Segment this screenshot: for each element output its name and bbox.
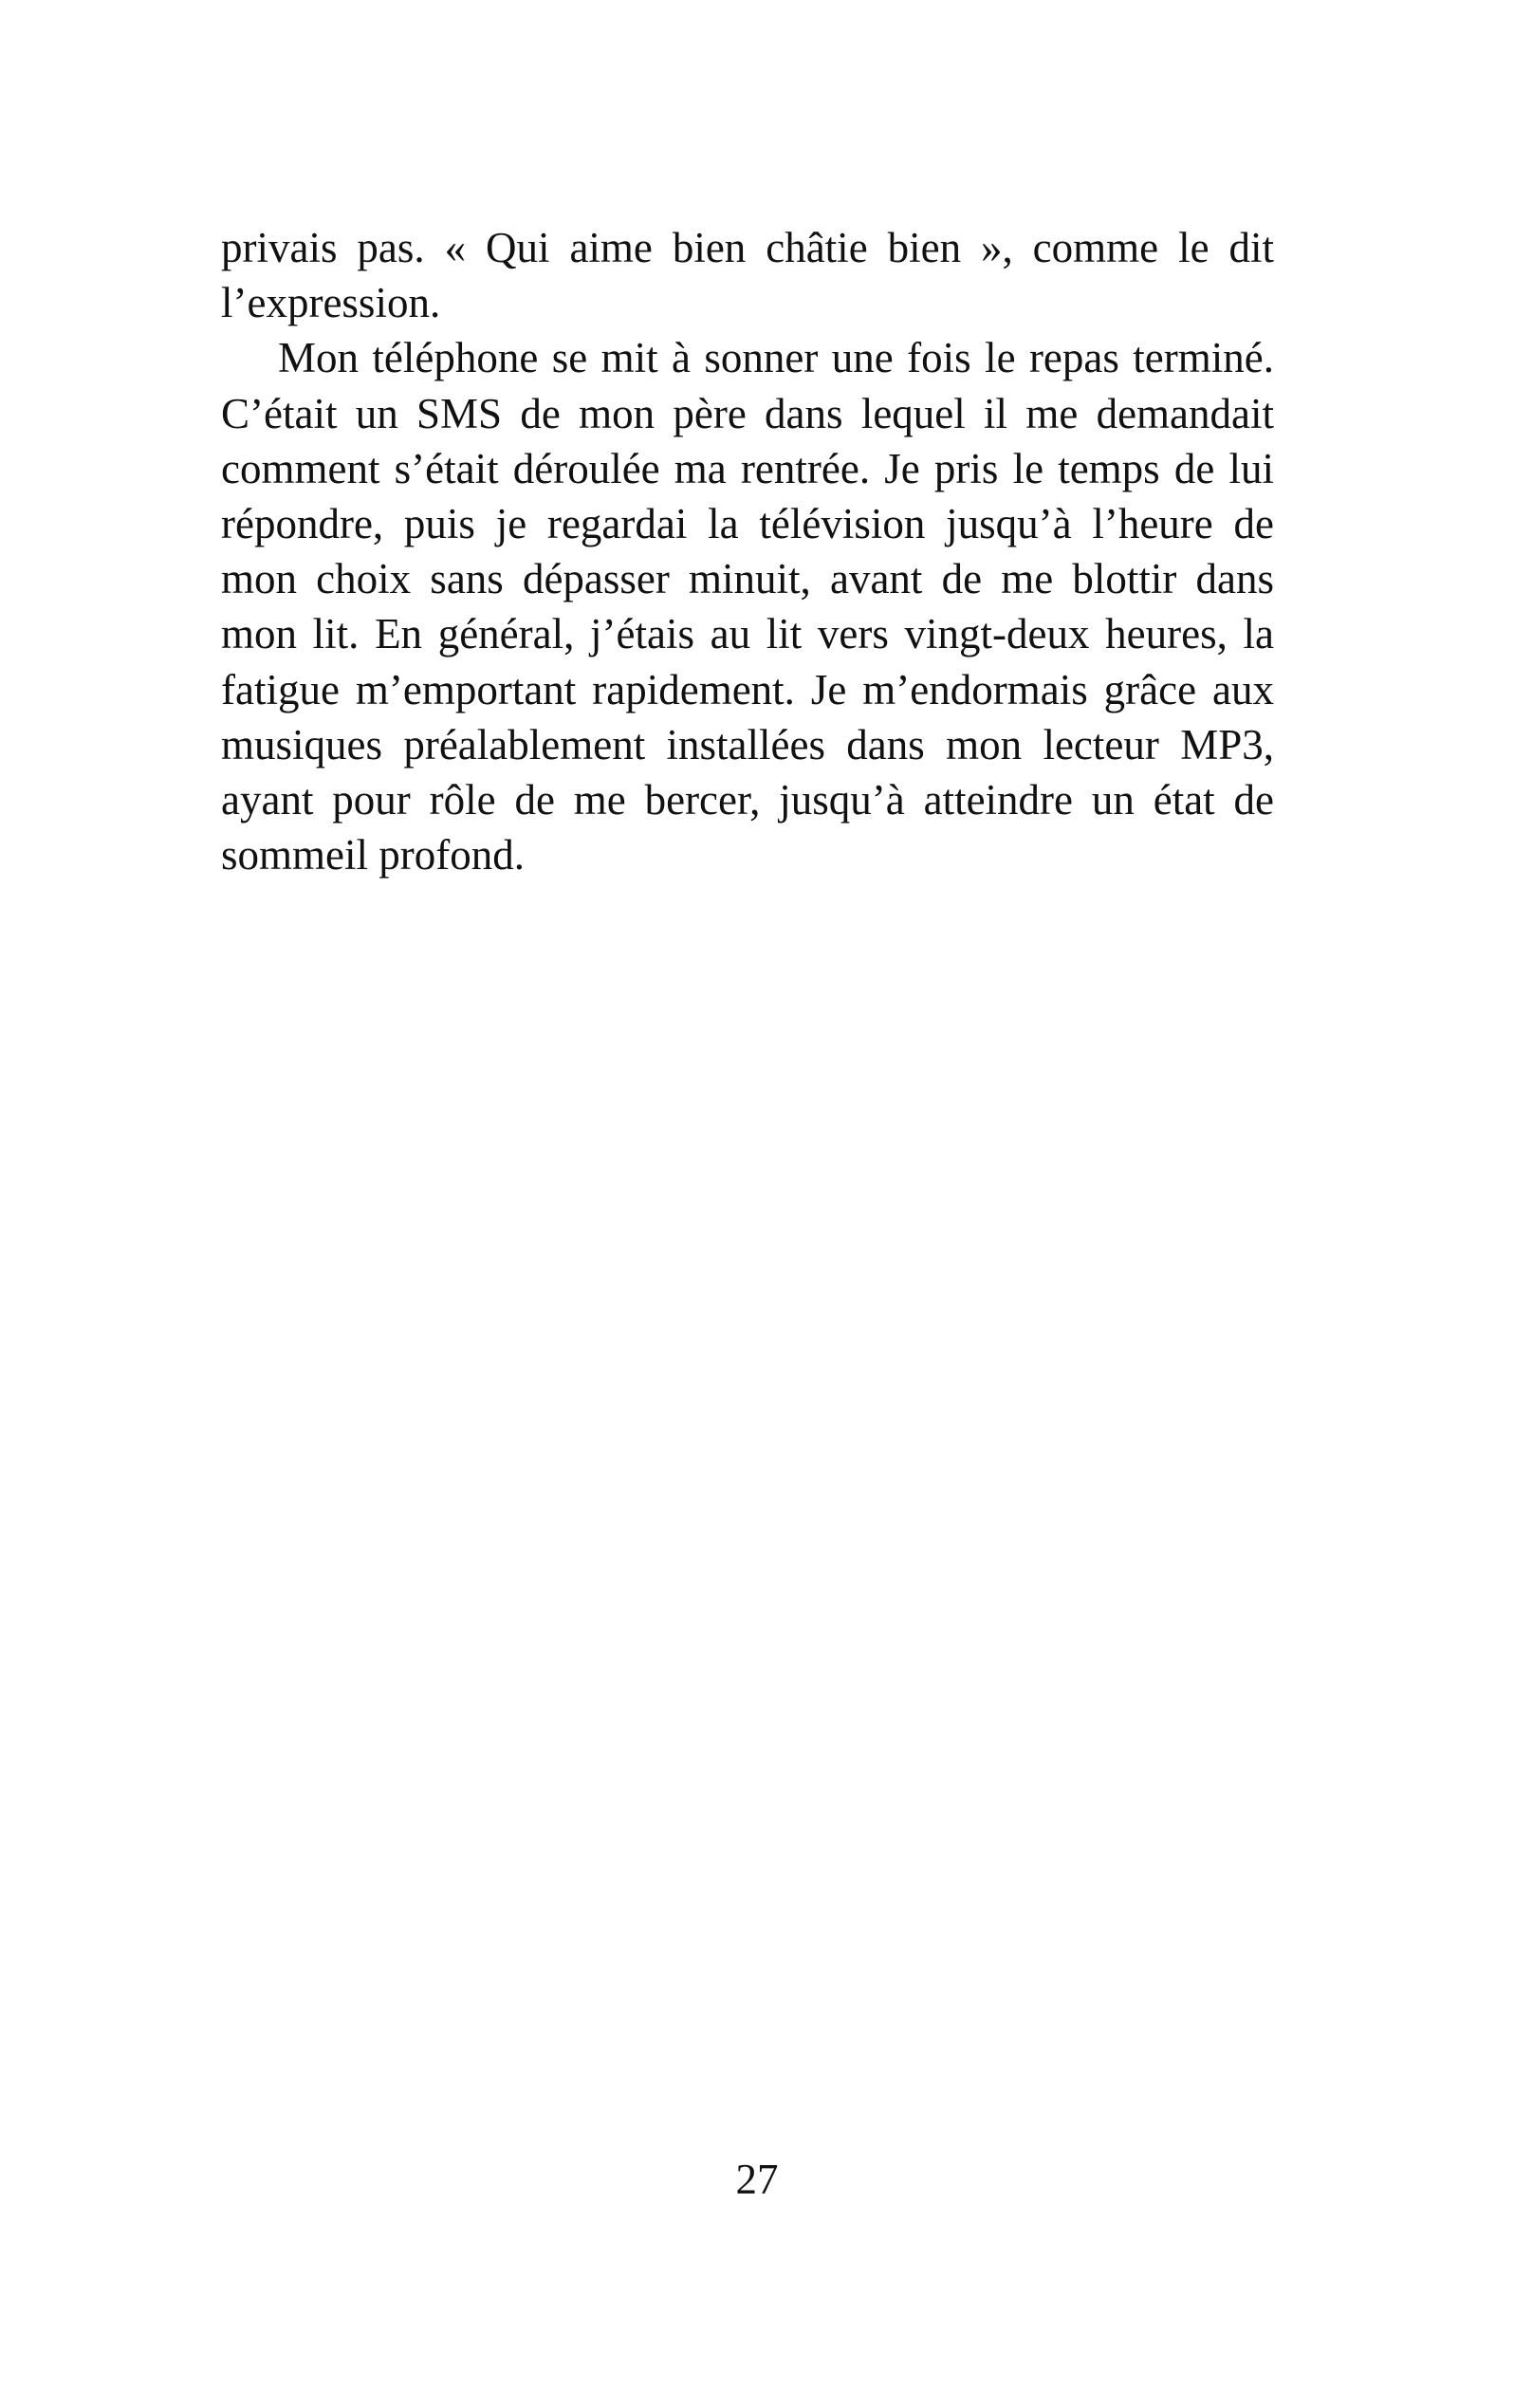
page-number: 27 bbox=[735, 2156, 779, 2203]
paragraph-continued: privais pas. « Qui aime bien châtie bien », comme le dit l’expression. bbox=[221, 224, 1274, 327]
paragraph-phone-sms: Mon téléphone se mit à sonner une fois le repas terminé. C’était un SMS de mon père dans lequel il me demandait comment s’était déroulée ma rentrée. Je pris le temps de lui répondre, puis je regardai la télévision jusqu’à l’heure de mon choix sans dépasser minuit, avant de me blottir dans mon lit. En général, j’étais au lit vers vingt-deux heures, la fatigue m’emportant rapidement. Je m’endormais grâce aux musiques préalablement installées dans mon lecteur MP3, ayant pour rôle de me bercer, jusqu’à atteindre un état de sommeil profond. bbox=[221, 334, 1274, 880]
body-text bbox=[221, 220, 1274, 882]
